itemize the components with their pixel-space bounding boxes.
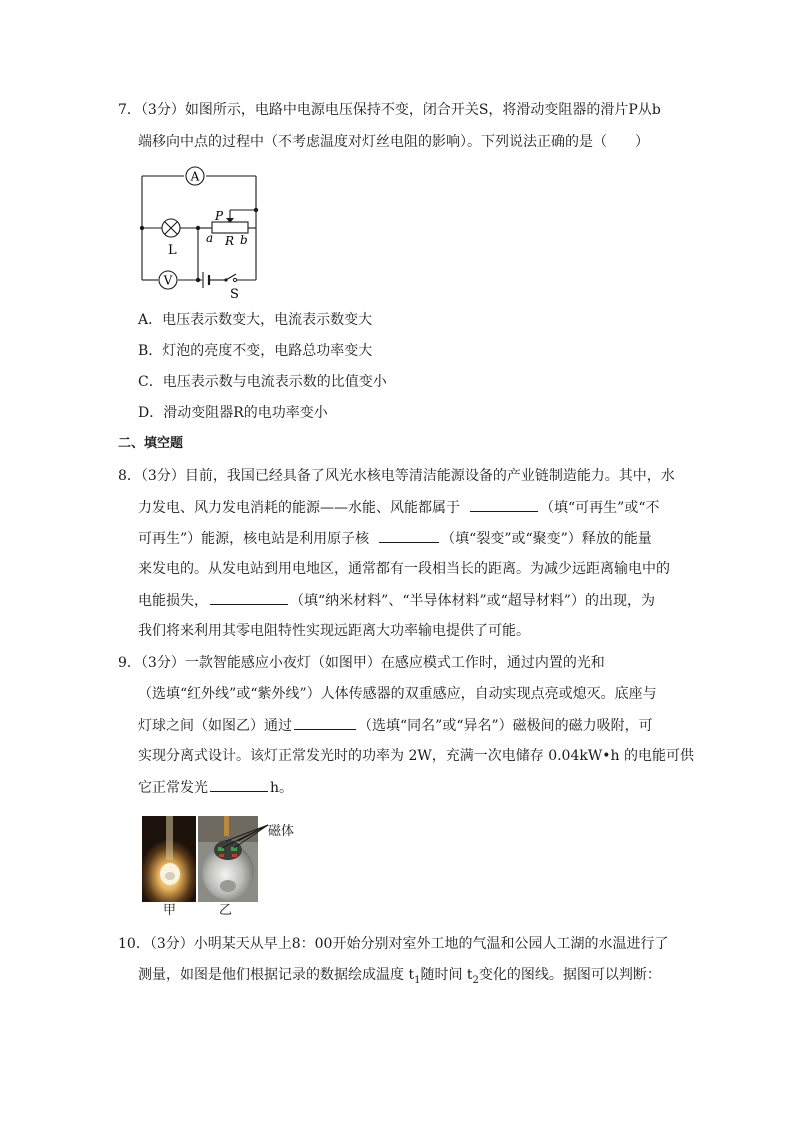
voltmeter-symbol [159, 271, 177, 289]
q9-line3 [138, 715, 653, 736]
night-light-photo-jia [142, 816, 196, 902]
q8-blank-1[interactable] [470, 497, 538, 512]
q8-blank-3[interactable] [210, 590, 288, 605]
rheostat-end-b: b [240, 233, 248, 247]
switch-label: S [230, 287, 239, 302]
ammeter-symbol [186, 167, 204, 185]
q10-line2-text-c: 变化的图线。据图可以判断： [478, 967, 661, 983]
q9-line5-text-a: 它正常发光 [138, 780, 208, 796]
switch-symbol [224, 278, 236, 281]
voltmeter-label: V [163, 273, 173, 288]
q9-line5 [138, 777, 293, 798]
q10-subscript-2: 2 [472, 974, 479, 986]
q9-blank-3[interactable] [210, 777, 268, 792]
rheostat-symbol [212, 222, 248, 233]
q10-subscript-1: 1 [414, 974, 421, 986]
q9-line5-text-b: h。 [270, 780, 294, 796]
q8-line3-text-a: 可再生”）能源，核电站是利用原子核 [138, 531, 370, 547]
q7-option-d: D．滑动变阻器R的电功率变小 [138, 405, 328, 421]
q9-line2: （选填“红外线”或“紫外线”）人体传感器的双重感应，自动实现点亮或熄灭。底座与 [138, 686, 657, 702]
q9-blank-2[interactable] [294, 715, 356, 730]
q8-line2-text-a: 力发电、风力发电消耗的能源——水能、风能都属于 [138, 500, 460, 516]
ammeter-label: A [190, 169, 200, 184]
q8-line6: 我们将来利用其零电阻特性实现远距离大功率输电提供了可能。 [138, 623, 530, 639]
rheostat-end-a: a [206, 231, 214, 245]
q7-line1: 7．（3分）如图所示，电路中电源电压保持不变，闭合开关S，将滑动变阻器的滑片P从b [118, 102, 661, 118]
q7-option-c: C．电压表示数与电流表示数的比值变小 [138, 374, 387, 390]
q8-line1: 8．（3分）目前，我国已经具备了风光水核电等清洁能源设备的产业链制造能力。其中，水 [118, 468, 675, 484]
caption-jia: 甲 [163, 903, 177, 918]
q9-line4: 实现分离式设计。该灯正常发光时的功率为 2W，充满一次电储存 0.04kW•h 的电能可供 [138, 748, 694, 764]
magnet-callout-lines [220, 822, 270, 852]
q8-line4: 来发电的。从发电站到用电地区，通常都有一段相当长的距离。为减少远距离输电中的 [138, 561, 670, 577]
lamp-label: L [168, 243, 177, 258]
q10-line2 [138, 965, 661, 991]
q9-line1: 9．（3分）一款智能感应小夜灯（如图甲）在感应模式工作时，通过内置的光和 [118, 655, 605, 671]
section-heading-fill-blank: 二、填空题 [118, 436, 184, 451]
q8-line3 [138, 528, 652, 549]
q8-line3-text-b: （填“裂变”或“聚变”）释放的能量 [441, 531, 652, 547]
rheostat-label: R [225, 234, 235, 248]
q10-line2-text-a: 测量，如图是他们根据记录的数据绘成温度 t [138, 967, 415, 983]
q8-line2-text-b: （填“可再生”或“不 [540, 500, 660, 516]
q9-line3-text-a: 灯球之间（如图乙）通过 [138, 718, 292, 734]
q8-line5 [138, 590, 655, 611]
q7-option-b: B．灯泡的亮度不变，电路总功率变大 [138, 343, 373, 359]
q10-line2-text-b: 随时间 t [420, 967, 473, 983]
q10-line1: 10．（3分）小明某天从早上8：00开始分别对室外工地的气温和公园人工湖的水温进行了 [118, 936, 669, 952]
q8-line5-text-a: 电能损失， [138, 593, 208, 609]
battery-symbol [203, 272, 209, 288]
q7-option-a: A．电压表示数变大，电流表示数变大 [138, 312, 373, 328]
q9-line3-text-b: （选填“同名”或“异名”）磁极间的磁力吸附，可 [358, 718, 653, 734]
q8-line2 [138, 497, 659, 518]
q7-line2: 端移向中点的过程中（不考虑温度对灯丝电阻的影响）。下列说法正确的是（ ） [138, 134, 649, 150]
magnet-label: 磁体 [268, 824, 295, 839]
slider-label: P [215, 209, 224, 223]
caption-yi: 乙 [219, 903, 233, 918]
lamp-symbol [162, 219, 180, 237]
circuit-diagram [134, 166, 264, 302]
q8-line5-text-b: （填“纳米材料”、“半导体材料”或“超导材料”）的出现，为 [290, 593, 655, 609]
q8-blank-2[interactable] [379, 528, 439, 543]
